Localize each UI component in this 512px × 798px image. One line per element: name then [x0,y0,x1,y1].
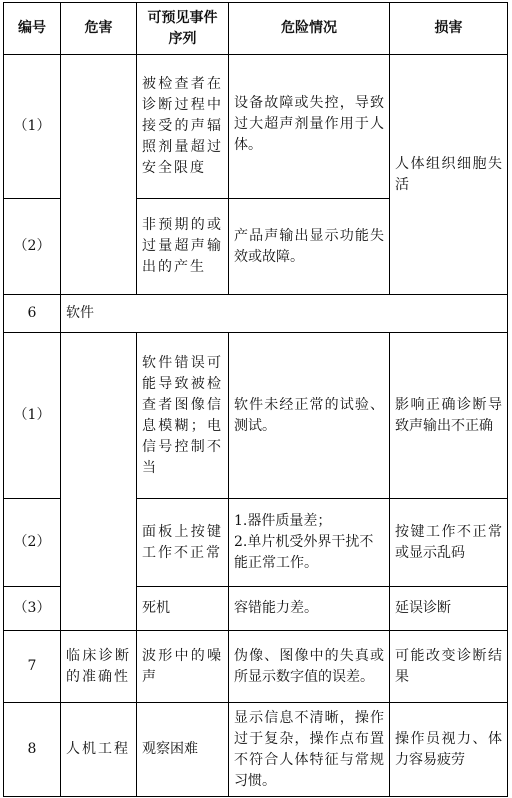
header-number: 编号 [4,3,61,55]
header-harm: 损害 [390,3,508,55]
row-number: （2） [4,499,61,587]
header-sequence: 可预见事件序列 [137,3,229,55]
harm-cell: 人体组织细胞失活 [390,55,508,295]
sequence-cell: 被检查者在诊断过程中接受的声辐照剂量超过安全限度 [137,55,229,199]
header-hazard: 危害 [61,3,137,55]
situation-line-2: 2.单片机受外界干扰不能正常工作。 [234,534,374,571]
harm-cell: 影响正确诊断导致声输出不正确 [390,333,508,499]
table-row [4,703,508,797]
situation-cell: 产品声输出显示功能失效或故障。 [229,199,390,295]
hazard-cell-empty [61,55,137,295]
situation-cell: 容错能力差。 [229,587,390,631]
hazard-cell: 人机工程 [61,703,137,797]
situation-cell [229,499,390,587]
section-row [4,295,508,333]
sequence-cell: 观察困难 [137,703,229,797]
section-title: 软件 [61,295,508,333]
harm-cell: 延误诊断 [390,587,508,631]
harm-cell: 按键工作不正常或显示乱码 [390,499,508,587]
row-number: （1） [4,333,61,499]
table-row [4,55,508,199]
table-row [4,631,508,703]
situation-line-1: 1.器件质量差； [234,513,332,529]
harm-cell: 操作员视力、体力容易疲劳 [390,703,508,797]
row-number: 8 [4,703,61,797]
sequence-cell: 非预期的或过量超声输出的产生 [137,199,229,295]
header-situation: 危险情况 [229,3,390,55]
situation-cell: 设备故障或失控，导致过大超声剂量作用于人体。 [229,55,390,199]
sequence-cell: 波形中的噪声 [137,631,229,703]
row-number: （1） [4,55,61,199]
hazard-table [3,2,508,797]
sequence-cell: 死机 [137,587,229,631]
row-number: 7 [4,631,61,703]
sequence-cell: 面板上按键工作不正常 [137,499,229,587]
table-row [4,333,508,499]
situation-cell: 伪像、图像中的失真或所显示数字值的误差。 [229,631,390,703]
hazard-cell-empty [61,333,137,631]
header-row [4,3,508,55]
sequence-cell: 软件错误可能导致被检查者图像信息模糊；电信号控制不当 [137,333,229,499]
row-number: （3） [4,587,61,631]
row-number: （2） [4,199,61,295]
harm-cell: 可能改变诊断结果 [390,631,508,703]
situation-cell: 显示信息不清晰，操作过于复杂，操作点布置不符合人体特征与常规习惯。 [229,703,390,797]
situation-cell: 软件未经正常的试验、测试。 [229,333,390,499]
section-number: 6 [4,295,61,333]
hazard-cell: 临床诊断的准确性 [61,631,137,703]
